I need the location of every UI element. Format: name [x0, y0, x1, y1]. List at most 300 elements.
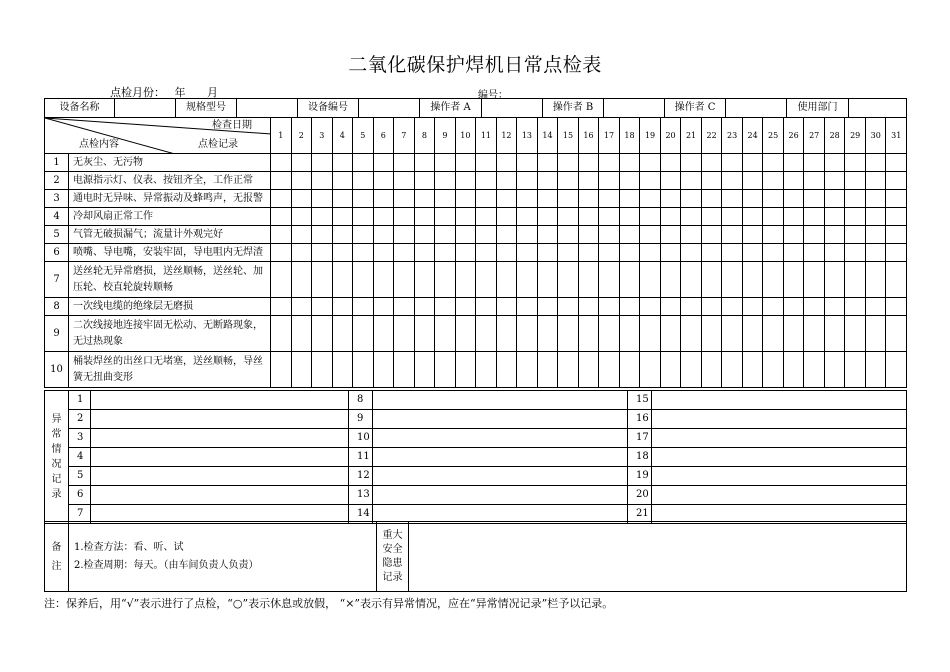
- check-cell[interactable]: [578, 316, 599, 352]
- check-cell[interactable]: [455, 298, 476, 316]
- check-cell[interactable]: [824, 208, 845, 226]
- check-cell[interactable]: [537, 226, 558, 244]
- check-cell[interactable]: [476, 154, 497, 172]
- check-cell[interactable]: [373, 316, 394, 352]
- check-cell[interactable]: [599, 208, 620, 226]
- check-cell[interactable]: [332, 226, 353, 244]
- check-cell[interactable]: [537, 352, 558, 388]
- abnormal-entry-field[interactable]: [373, 410, 628, 429]
- check-cell[interactable]: [476, 298, 497, 316]
- check-cell[interactable]: [660, 154, 681, 172]
- check-cell[interactable]: [804, 154, 825, 172]
- check-cell[interactable]: [537, 244, 558, 262]
- check-cell[interactable]: [865, 262, 886, 298]
- check-cell[interactable]: [578, 298, 599, 316]
- check-cell[interactable]: [578, 262, 599, 298]
- check-cell[interactable]: [824, 298, 845, 316]
- check-cell[interactable]: [496, 316, 517, 352]
- check-cell[interactable]: [824, 190, 845, 208]
- check-cell[interactable]: [783, 226, 804, 244]
- equipment-name-field[interactable]: [115, 99, 176, 118]
- check-cell[interactable]: [373, 262, 394, 298]
- check-cell[interactable]: [865, 208, 886, 226]
- check-cell[interactable]: [681, 190, 702, 208]
- check-cell[interactable]: [373, 190, 394, 208]
- check-cell[interactable]: [455, 226, 476, 244]
- check-cell[interactable]: [701, 352, 722, 388]
- check-cell[interactable]: [845, 226, 866, 244]
- check-cell[interactable]: [599, 226, 620, 244]
- check-cell[interactable]: [558, 154, 579, 172]
- check-cell[interactable]: [312, 190, 333, 208]
- check-cell[interactable]: [394, 298, 415, 316]
- check-cell[interactable]: [886, 298, 907, 316]
- check-cell[interactable]: [824, 172, 845, 190]
- check-cell[interactable]: [537, 190, 558, 208]
- check-cell[interactable]: [660, 172, 681, 190]
- check-cell[interactable]: [353, 154, 374, 172]
- check-cell[interactable]: [660, 226, 681, 244]
- check-cell[interactable]: [537, 208, 558, 226]
- check-cell[interactable]: [660, 208, 681, 226]
- check-cell[interactable]: [414, 154, 435, 172]
- check-cell[interactable]: [394, 190, 415, 208]
- check-cell[interactable]: [599, 298, 620, 316]
- operator-a-field[interactable]: [482, 99, 543, 118]
- check-cell[interactable]: [537, 172, 558, 190]
- abnormal-entry-field[interactable]: [373, 448, 628, 467]
- check-cell[interactable]: [271, 154, 292, 172]
- check-cell[interactable]: [824, 262, 845, 298]
- abnormal-entry-field[interactable]: [91, 486, 349, 505]
- check-cell[interactable]: [414, 262, 435, 298]
- check-cell[interactable]: [271, 298, 292, 316]
- check-cell[interactable]: [742, 298, 763, 316]
- check-cell[interactable]: [701, 190, 722, 208]
- abnormal-entry-field[interactable]: [652, 391, 907, 410]
- check-cell[interactable]: [845, 244, 866, 262]
- check-cell[interactable]: [660, 262, 681, 298]
- check-cell[interactable]: [394, 154, 415, 172]
- check-cell[interactable]: [640, 208, 661, 226]
- abnormal-entry-field[interactable]: [373, 429, 628, 448]
- check-cell[interactable]: [496, 226, 517, 244]
- check-cell[interactable]: [312, 244, 333, 262]
- check-cell[interactable]: [291, 352, 312, 388]
- check-cell[interactable]: [886, 172, 907, 190]
- check-cell[interactable]: [332, 154, 353, 172]
- check-cell[interactable]: [517, 172, 538, 190]
- check-cell[interactable]: [722, 190, 743, 208]
- check-cell[interactable]: [517, 298, 538, 316]
- check-cell[interactable]: [845, 262, 866, 298]
- check-cell[interactable]: [701, 172, 722, 190]
- check-cell[interactable]: [722, 316, 743, 352]
- department-field[interactable]: [849, 99, 907, 118]
- check-cell[interactable]: [291, 316, 312, 352]
- check-cell[interactable]: [435, 226, 456, 244]
- check-cell[interactable]: [373, 208, 394, 226]
- check-cell[interactable]: [640, 226, 661, 244]
- check-cell[interactable]: [619, 352, 640, 388]
- check-cell[interactable]: [783, 190, 804, 208]
- check-cell[interactable]: [455, 352, 476, 388]
- check-cell[interactable]: [783, 208, 804, 226]
- check-cell[interactable]: [599, 244, 620, 262]
- check-cell[interactable]: [496, 208, 517, 226]
- check-cell[interactable]: [660, 190, 681, 208]
- check-cell[interactable]: [455, 154, 476, 172]
- check-cell[interactable]: [865, 190, 886, 208]
- major-hazard-field[interactable]: [409, 522, 907, 592]
- check-cell[interactable]: [353, 244, 374, 262]
- check-cell[interactable]: [496, 262, 517, 298]
- abnormal-entry-field[interactable]: [652, 429, 907, 448]
- check-cell[interactable]: [291, 190, 312, 208]
- check-cell[interactable]: [701, 316, 722, 352]
- check-cell[interactable]: [681, 244, 702, 262]
- check-cell[interactable]: [701, 226, 722, 244]
- check-cell[interactable]: [291, 208, 312, 226]
- check-cell[interactable]: [455, 316, 476, 352]
- check-cell[interactable]: [619, 154, 640, 172]
- check-cell[interactable]: [886, 316, 907, 352]
- check-cell[interactable]: [291, 298, 312, 316]
- abnormal-entry-field[interactable]: [373, 486, 628, 505]
- check-cell[interactable]: [435, 244, 456, 262]
- check-cell[interactable]: [414, 208, 435, 226]
- check-cell[interactable]: [312, 226, 333, 244]
- check-cell[interactable]: [435, 190, 456, 208]
- check-cell[interactable]: [681, 316, 702, 352]
- check-cell[interactable]: [742, 226, 763, 244]
- check-cell[interactable]: [640, 190, 661, 208]
- check-cell[interactable]: [886, 352, 907, 388]
- check-cell[interactable]: [353, 226, 374, 244]
- check-cell[interactable]: [886, 244, 907, 262]
- check-cell[interactable]: [271, 262, 292, 298]
- check-cell[interactable]: [558, 208, 579, 226]
- check-cell[interactable]: [476, 244, 497, 262]
- check-cell[interactable]: [578, 244, 599, 262]
- check-cell[interactable]: [455, 244, 476, 262]
- check-cell[interactable]: [537, 298, 558, 316]
- check-cell[interactable]: [824, 316, 845, 352]
- check-cell[interactable]: [845, 172, 866, 190]
- check-cell[interactable]: [681, 226, 702, 244]
- check-cell[interactable]: [435, 316, 456, 352]
- check-cell[interactable]: [537, 316, 558, 352]
- check-cell[interactable]: [681, 172, 702, 190]
- check-cell[interactable]: [353, 208, 374, 226]
- operator-b-field[interactable]: [604, 99, 665, 118]
- check-cell[interactable]: [886, 262, 907, 298]
- check-cell[interactable]: [373, 154, 394, 172]
- check-cell[interactable]: [701, 262, 722, 298]
- check-cell[interactable]: [845, 208, 866, 226]
- check-cell[interactable]: [496, 352, 517, 388]
- check-cell[interactable]: [578, 154, 599, 172]
- check-cell[interactable]: [312, 298, 333, 316]
- check-cell[interactable]: [517, 226, 538, 244]
- check-cell[interactable]: [742, 154, 763, 172]
- equipment-number-field[interactable]: [359, 99, 420, 118]
- check-cell[interactable]: [271, 352, 292, 388]
- check-cell[interactable]: [660, 316, 681, 352]
- check-cell[interactable]: [312, 316, 333, 352]
- check-cell[interactable]: [578, 352, 599, 388]
- check-cell[interactable]: [681, 298, 702, 316]
- check-cell[interactable]: [865, 298, 886, 316]
- check-cell[interactable]: [865, 154, 886, 172]
- check-cell[interactable]: [681, 154, 702, 172]
- check-cell[interactable]: [435, 352, 456, 388]
- check-cell[interactable]: [619, 262, 640, 298]
- check-cell[interactable]: [845, 352, 866, 388]
- check-cell[interactable]: [435, 208, 456, 226]
- check-cell[interactable]: [599, 316, 620, 352]
- check-cell[interactable]: [394, 316, 415, 352]
- check-cell[interactable]: [414, 352, 435, 388]
- check-cell[interactable]: [496, 154, 517, 172]
- check-cell[interactable]: [886, 154, 907, 172]
- check-cell[interactable]: [824, 244, 845, 262]
- check-cell[interactable]: [578, 190, 599, 208]
- check-cell[interactable]: [640, 298, 661, 316]
- check-cell[interactable]: [619, 298, 640, 316]
- check-cell[interactable]: [722, 244, 743, 262]
- check-cell[interactable]: [558, 172, 579, 190]
- check-cell[interactable]: [742, 190, 763, 208]
- check-cell[interactable]: [435, 172, 456, 190]
- check-cell[interactable]: [517, 244, 538, 262]
- check-cell[interactable]: [394, 226, 415, 244]
- check-cell[interactable]: [742, 208, 763, 226]
- check-cell[interactable]: [271, 172, 292, 190]
- check-cell[interactable]: [845, 154, 866, 172]
- check-cell[interactable]: [599, 190, 620, 208]
- check-cell[interactable]: [558, 244, 579, 262]
- check-cell[interactable]: [722, 226, 743, 244]
- check-cell[interactable]: [763, 226, 784, 244]
- check-cell[interactable]: [763, 316, 784, 352]
- check-cell[interactable]: [373, 226, 394, 244]
- check-cell[interactable]: [681, 262, 702, 298]
- check-cell[interactable]: [824, 352, 845, 388]
- check-cell[interactable]: [804, 190, 825, 208]
- abnormal-entry-field[interactable]: [91, 448, 349, 467]
- abnormal-entry-field[interactable]: [373, 391, 628, 410]
- check-cell[interactable]: [599, 154, 620, 172]
- check-cell[interactable]: [640, 352, 661, 388]
- check-cell[interactable]: [476, 262, 497, 298]
- check-cell[interactable]: [517, 154, 538, 172]
- check-cell[interactable]: [763, 208, 784, 226]
- check-cell[interactable]: [476, 208, 497, 226]
- check-cell[interactable]: [558, 352, 579, 388]
- check-cell[interactable]: [886, 226, 907, 244]
- check-cell[interactable]: [681, 208, 702, 226]
- check-cell[interactable]: [722, 208, 743, 226]
- check-cell[interactable]: [783, 352, 804, 388]
- check-cell[interactable]: [414, 190, 435, 208]
- check-cell[interactable]: [640, 316, 661, 352]
- check-cell[interactable]: [312, 172, 333, 190]
- check-cell[interactable]: [455, 262, 476, 298]
- check-cell[interactable]: [824, 226, 845, 244]
- check-cell[interactable]: [496, 244, 517, 262]
- check-cell[interactable]: [312, 262, 333, 298]
- abnormal-entry-field[interactable]: [652, 467, 907, 486]
- check-cell[interactable]: [517, 316, 538, 352]
- check-cell[interactable]: [742, 172, 763, 190]
- check-cell[interactable]: [373, 298, 394, 316]
- check-cell[interactable]: [496, 298, 517, 316]
- check-cell[interactable]: [701, 208, 722, 226]
- check-cell[interactable]: [742, 244, 763, 262]
- check-cell[interactable]: [804, 316, 825, 352]
- check-cell[interactable]: [886, 208, 907, 226]
- check-cell[interactable]: [414, 172, 435, 190]
- check-cell[interactable]: [578, 172, 599, 190]
- check-cell[interactable]: [599, 172, 620, 190]
- check-cell[interactable]: [722, 298, 743, 316]
- check-cell[interactable]: [455, 172, 476, 190]
- check-cell[interactable]: [332, 298, 353, 316]
- check-cell[interactable]: [312, 352, 333, 388]
- check-cell[interactable]: [476, 352, 497, 388]
- check-cell[interactable]: [763, 244, 784, 262]
- check-cell[interactable]: [517, 262, 538, 298]
- check-cell[interactable]: [476, 190, 497, 208]
- check-cell[interactable]: [332, 352, 353, 388]
- check-cell[interactable]: [353, 298, 374, 316]
- check-cell[interactable]: [332, 262, 353, 298]
- check-cell[interactable]: [722, 172, 743, 190]
- check-cell[interactable]: [722, 262, 743, 298]
- check-cell[interactable]: [271, 208, 292, 226]
- check-cell[interactable]: [783, 172, 804, 190]
- check-cell[interactable]: [722, 154, 743, 172]
- check-cell[interactable]: [804, 244, 825, 262]
- check-cell[interactable]: [558, 190, 579, 208]
- check-cell[interactable]: [558, 262, 579, 298]
- abnormal-entry-field[interactable]: [652, 410, 907, 429]
- check-cell[interactable]: [373, 352, 394, 388]
- check-cell[interactable]: [640, 172, 661, 190]
- check-cell[interactable]: [783, 244, 804, 262]
- abnormal-entry-field[interactable]: [652, 486, 907, 505]
- check-cell[interactable]: [763, 352, 784, 388]
- check-cell[interactable]: [824, 154, 845, 172]
- check-cell[interactable]: [701, 154, 722, 172]
- check-cell[interactable]: [783, 262, 804, 298]
- check-cell[interactable]: [804, 208, 825, 226]
- check-cell[interactable]: [332, 316, 353, 352]
- check-cell[interactable]: [537, 262, 558, 298]
- check-cell[interactable]: [660, 298, 681, 316]
- check-cell[interactable]: [476, 316, 497, 352]
- check-cell[interactable]: [332, 244, 353, 262]
- check-cell[interactable]: [558, 298, 579, 316]
- check-cell[interactable]: [619, 226, 640, 244]
- check-cell[interactable]: [373, 244, 394, 262]
- check-cell[interactable]: [742, 316, 763, 352]
- check-cell[interactable]: [394, 262, 415, 298]
- check-cell[interactable]: [373, 172, 394, 190]
- model-field[interactable]: [237, 99, 298, 118]
- check-cell[interactable]: [599, 262, 620, 298]
- check-cell[interactable]: [271, 244, 292, 262]
- check-cell[interactable]: [537, 154, 558, 172]
- check-cell[interactable]: [414, 226, 435, 244]
- check-cell[interactable]: [804, 352, 825, 388]
- check-cell[interactable]: [619, 316, 640, 352]
- check-cell[interactable]: [783, 316, 804, 352]
- check-cell[interactable]: [394, 244, 415, 262]
- check-cell[interactable]: [291, 172, 312, 190]
- check-cell[interactable]: [476, 226, 497, 244]
- check-cell[interactable]: [804, 262, 825, 298]
- check-cell[interactable]: [394, 172, 415, 190]
- check-cell[interactable]: [517, 190, 538, 208]
- check-cell[interactable]: [394, 208, 415, 226]
- check-cell[interactable]: [312, 208, 333, 226]
- check-cell[interactable]: [660, 352, 681, 388]
- check-cell[interactable]: [619, 208, 640, 226]
- check-cell[interactable]: [640, 244, 661, 262]
- check-cell[interactable]: [763, 154, 784, 172]
- check-cell[interactable]: [742, 262, 763, 298]
- check-cell[interactable]: [291, 262, 312, 298]
- operator-c-field[interactable]: [726, 99, 787, 118]
- check-cell[interactable]: [435, 298, 456, 316]
- check-cell[interactable]: [722, 352, 743, 388]
- check-cell[interactable]: [701, 244, 722, 262]
- abnormal-entry-field[interactable]: [91, 467, 349, 486]
- check-cell[interactable]: [517, 208, 538, 226]
- abnormal-entry-field[interactable]: [91, 391, 349, 410]
- check-cell[interactable]: [660, 244, 681, 262]
- check-cell[interactable]: [332, 190, 353, 208]
- check-cell[interactable]: [865, 352, 886, 388]
- check-cell[interactable]: [804, 172, 825, 190]
- check-cell[interactable]: [332, 172, 353, 190]
- check-cell[interactable]: [414, 298, 435, 316]
- check-cell[interactable]: [578, 226, 599, 244]
- abnormal-entry-field[interactable]: [373, 467, 628, 486]
- check-cell[interactable]: [271, 226, 292, 244]
- check-cell[interactable]: [701, 298, 722, 316]
- check-cell[interactable]: [783, 154, 804, 172]
- check-cell[interactable]: [865, 172, 886, 190]
- check-cell[interactable]: [291, 244, 312, 262]
- check-cell[interactable]: [271, 190, 292, 208]
- check-cell[interactable]: [845, 298, 866, 316]
- check-cell[interactable]: [681, 352, 702, 388]
- check-cell[interactable]: [804, 226, 825, 244]
- check-cell[interactable]: [845, 316, 866, 352]
- check-cell[interactable]: [886, 190, 907, 208]
- check-cell[interactable]: [353, 316, 374, 352]
- check-cell[interactable]: [763, 298, 784, 316]
- check-cell[interactable]: [353, 172, 374, 190]
- check-cell[interactable]: [435, 154, 456, 172]
- check-cell[interactable]: [865, 316, 886, 352]
- check-cell[interactable]: [332, 208, 353, 226]
- check-cell[interactable]: [640, 154, 661, 172]
- check-cell[interactable]: [414, 244, 435, 262]
